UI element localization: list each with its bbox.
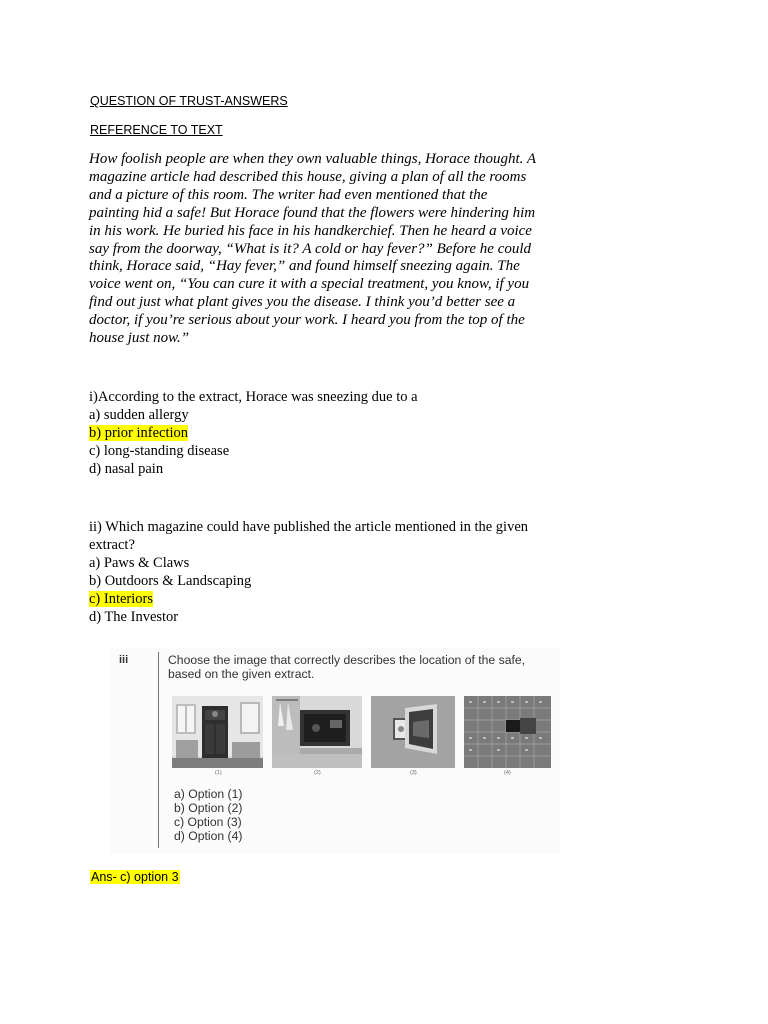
question-2-option-c [89,590,549,608]
question-1-option-b [89,424,549,442]
question-3-option-b: b) Option (2) [174,801,243,815]
extract-passage: How foolish people are when they own valuable things, Horace thought. A magazine article had described this house, giving a plan of all the rooms and a picture of this room. The writer had even mentioned that the painting hid a safe! But Horace found that the flowers were hindering him in his work. He buried his face in his handkerchief. Then he heard a voice say from the doorway, “What is it? A cold or hay fever?” Before he could think, Horace said, “Hay fever,” and found himself sneezing again. The voice went on, “You can cure it with a special treatment, you know, if you find out just what plant gives you the disease. I think you’d better see a doctor, if you’re serious about your work. I heard you from the top of the house just now.” [89,151,536,347]
question-2 [89,518,549,626]
image-caption-4: (4) [504,770,511,776]
question-2-option-a: a) Paws & Claws [89,555,190,571]
question-2-option-d: d) The Investor [89,609,179,625]
highlighted-answer: c) Interiors [89,591,154,607]
table-divider [158,652,159,848]
wardrobe-safe-photo [272,696,362,768]
question-1-option-c: c) long-standing disease [89,443,230,459]
question-3-image-block [110,648,560,854]
section-heading: REFERENCE TO TEXT [90,123,223,137]
question-2-text: ii) Which magazine could have published the article mentioned in the given extract? [89,519,529,553]
highlighted-answer: b) prior infection [89,425,189,441]
question-2-option-b: b) Outdoors & Landscaping [89,573,252,589]
question-1-option-d: d) nasal pain [89,461,164,477]
deposit-boxes-photo [464,696,551,768]
answer-3: Ans- c) option 3 [91,870,179,884]
painting-safe-photo [371,696,455,768]
living-room-cabinet-photo [172,696,263,768]
image-caption-3: (3) [410,770,417,776]
question-3-number: iii [119,654,129,666]
question-3-prompt: Choose the image that correctly describes the location of the safe, based on the given extract. [168,653,526,681]
question-3-option-c: c) Option (3) [174,815,242,829]
question-3-options [174,787,242,843]
question-3-option-a: a) Option (1) [174,787,243,801]
question-3-option-d: d) Option (4) [174,829,243,843]
page-title: QUESTION OF TRUST-ANSWERS [90,94,288,108]
question-1-option-a: a) sudden allergy [89,407,189,423]
image-caption-1: (1) [215,770,222,776]
question-1-text: i)According to the extract, Horace was sneezing due to a [89,389,418,405]
question-1 [89,388,549,478]
image-caption-2: (2) [314,770,321,776]
